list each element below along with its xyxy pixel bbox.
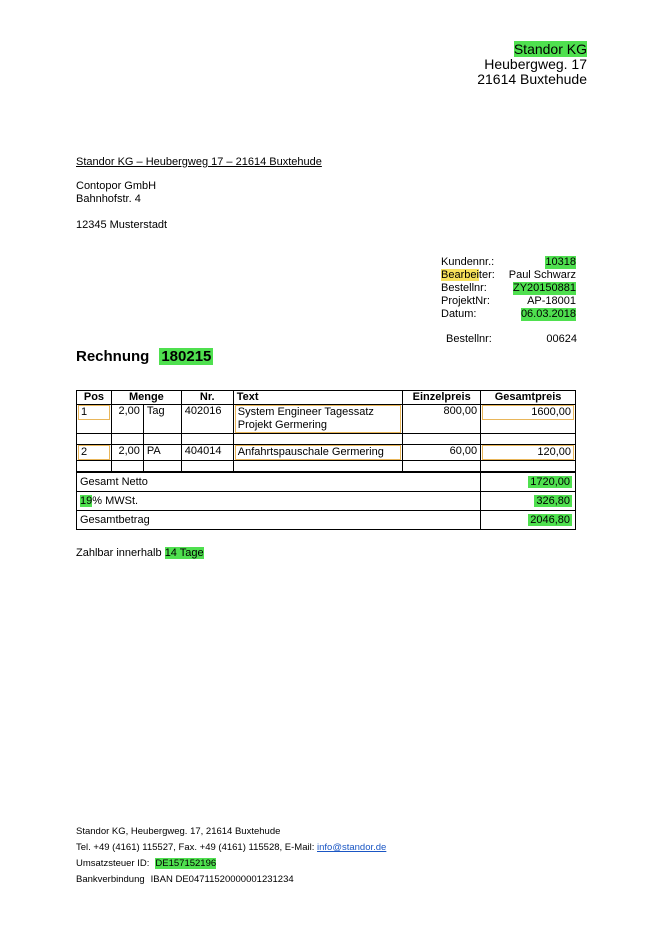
totals-vat-rate: 19 bbox=[80, 495, 93, 507]
row1-text-line2: Projekt Germering bbox=[237, 419, 327, 431]
meta-order-value: ZY20150881 bbox=[513, 282, 576, 294]
row1-text bbox=[235, 405, 401, 433]
meta-project-label: ProjektNr: bbox=[441, 295, 490, 307]
footer bbox=[76, 824, 386, 888]
totals-net-label: Gesamt Netto bbox=[77, 473, 481, 492]
totals-gross-value: 2046,80 bbox=[530, 514, 570, 526]
meta-project-value: AP-18001 bbox=[527, 295, 576, 307]
meta-date bbox=[441, 308, 576, 321]
header-pos: Pos bbox=[77, 391, 112, 405]
meta-order2-label: Bestellnr: bbox=[446, 333, 492, 345]
row1-text-line1: System Engineer Tagessatz bbox=[237, 406, 374, 418]
meta-agent bbox=[441, 269, 576, 282]
meta-customer-value: 10318 bbox=[545, 256, 576, 268]
meta-date-value: 06.03.2018 bbox=[520, 308, 576, 320]
invoice-title-label: Rechnung bbox=[76, 348, 150, 365]
invoice-number: 180215 bbox=[161, 348, 212, 365]
footer-vat bbox=[76, 856, 386, 872]
table-header-row bbox=[77, 391, 576, 405]
table-row bbox=[77, 405, 576, 434]
totals-vat-value: 326,80 bbox=[536, 495, 570, 507]
row1-pos: 1 bbox=[78, 405, 110, 420]
meta-customer-label: Kundennr.: bbox=[441, 256, 495, 268]
meta-order2-value: 00624 bbox=[546, 333, 577, 345]
totals-vat-row bbox=[77, 492, 576, 511]
recipient-city: 12345 Musterstadt bbox=[76, 219, 168, 231]
recipient-street: Bahnhofstr. 4 bbox=[76, 193, 141, 205]
line-items-table bbox=[76, 390, 576, 472]
row2-qty: 2,00 bbox=[111, 445, 143, 461]
header-unit-price: Einzelpreis bbox=[403, 391, 481, 405]
table-spacer-row bbox=[77, 434, 576, 445]
sender-address bbox=[477, 42, 587, 87]
meta-order-secondary bbox=[446, 333, 577, 345]
meta-agent-label-rest: ter: bbox=[478, 269, 495, 281]
table-spacer-row bbox=[77, 461, 576, 472]
recipient-company: Contopor GmbH bbox=[76, 180, 157, 192]
footer-bank bbox=[76, 872, 386, 888]
header-qty: Menge bbox=[111, 391, 181, 405]
sender-city: 21614 Buxtehude bbox=[477, 71, 587, 87]
row1-nr: 402016 bbox=[181, 405, 233, 434]
row2-total: 120,00 bbox=[482, 445, 574, 460]
totals-vat-label: % MWSt. bbox=[92, 495, 139, 507]
header-text: Text bbox=[233, 391, 402, 405]
payment-term: 14 Tage bbox=[164, 547, 204, 559]
return-address-line: Standor KG – Heubergweg 17 – 21614 Buxtehude bbox=[76, 156, 322, 168]
payment-prefix: Zahlbar innerhalb bbox=[76, 547, 162, 559]
row1-unit: Tag bbox=[143, 405, 181, 434]
sender-street: Heubergweg. 17 bbox=[484, 56, 587, 72]
row1-unit-price: 800,00 bbox=[403, 405, 481, 434]
payment-terms bbox=[76, 547, 204, 559]
footer-vat-id: DE157152196 bbox=[155, 858, 217, 869]
row1-total: 1600,00 bbox=[482, 405, 574, 420]
meta-date-label: Datum: bbox=[441, 308, 477, 320]
row2-nr: 404014 bbox=[181, 445, 233, 461]
meta-order-label: Bestellnr: bbox=[441, 282, 487, 294]
sender-name: Standor KG bbox=[513, 41, 587, 57]
row1-qty: 2,00 bbox=[111, 405, 143, 434]
row2-unit: PA bbox=[143, 445, 181, 461]
row2-unit-price: 60,00 bbox=[403, 445, 481, 461]
header-nr: Nr. bbox=[181, 391, 233, 405]
footer-address: Standor KG, Heubergweg. 17, 21614 Buxtehude bbox=[76, 826, 281, 837]
invoice-title bbox=[76, 348, 213, 365]
meta-project bbox=[441, 295, 576, 308]
row2-text: Anfahrtspauschale Germering bbox=[235, 445, 401, 460]
totals-gross-row bbox=[77, 511, 576, 530]
recipient-address bbox=[76, 180, 167, 232]
totals-table bbox=[76, 472, 576, 530]
footer-contact bbox=[76, 840, 386, 856]
totals-net-value: 1720,00 bbox=[530, 476, 570, 488]
header-total: Gesamtpreis bbox=[481, 391, 576, 405]
footer-email-link[interactable]: info@standor.de bbox=[317, 842, 387, 853]
footer-vat-label: Umsatzsteuer ID: bbox=[76, 858, 150, 869]
meta-customer bbox=[441, 256, 576, 269]
totals-gross-label: Gesamtbetrag bbox=[77, 511, 481, 530]
table-row bbox=[77, 445, 576, 461]
footer-bank-label: Bankverbindung bbox=[76, 874, 145, 885]
totals-net-row bbox=[77, 473, 576, 492]
footer-phone-fax: Tel. +49 (4161) 115527, Fax. +49 (4161) 115528, E-Mail: bbox=[76, 842, 315, 853]
meta-order bbox=[441, 282, 576, 295]
meta-agent-label-highlight: Bearbei bbox=[441, 269, 479, 281]
footer-iban: IBAN DE04711520000001231234 bbox=[150, 874, 294, 885]
meta-agent-value: Paul Schwarz bbox=[508, 269, 576, 281]
row2-pos: 2 bbox=[78, 445, 110, 460]
invoice-meta bbox=[441, 256, 576, 321]
